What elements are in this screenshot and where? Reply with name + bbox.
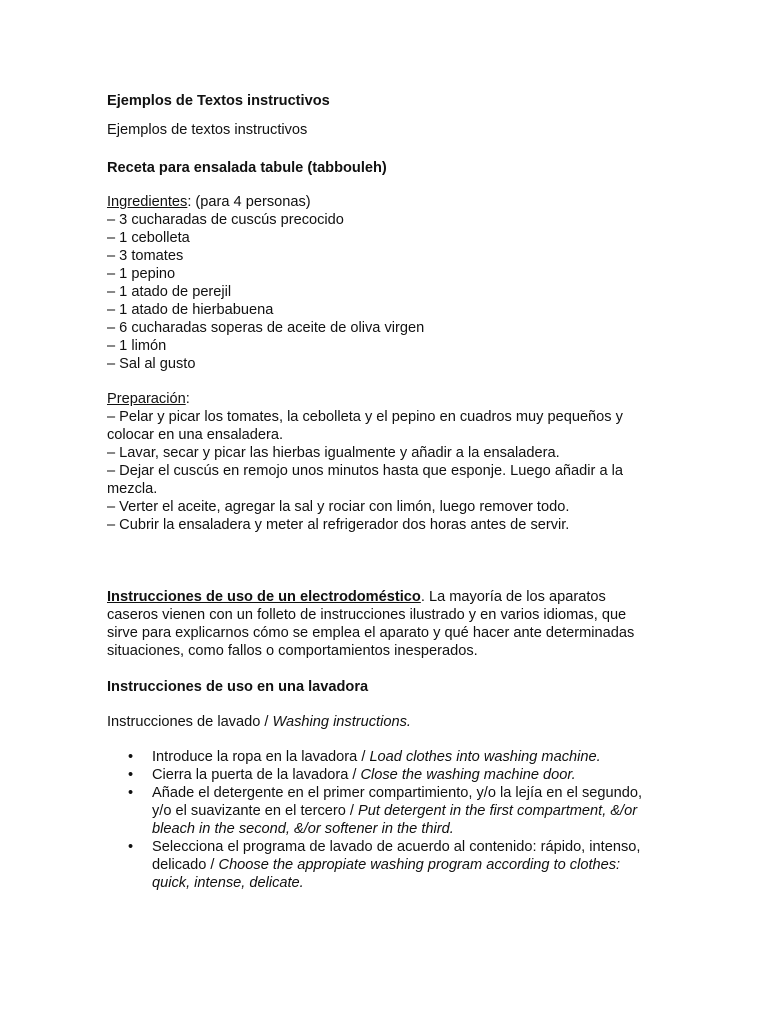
recipe-heading: Receta para ensalada tabule (tabbouleh) [107, 160, 387, 176]
preparation-step: – Cubrir la ensaladera y meter al refrigerador dos horas antes de servir. [107, 517, 570, 533]
preparation-label: Preparación [107, 391, 186, 407]
preparation-step: – Pelar y picar los tomates, la cebolleta y el pepino en cuadros muy pequeños y colocar en una ensaladera. [107, 409, 623, 443]
ingredient-item: – 6 cucharadas soperas de aceite de oliva virgen [107, 320, 425, 336]
appliance-text: . La mayoría de los aparatos caseros vienen con un folleto de instrucciones ilustrado y en varios idiomas, que sirve para explicarnos cómo se emplea el aparato y qué hacer ante determinadas situaciones, como fallos o comportamientos inesperados. [107, 589, 635, 659]
ingredients-section [107, 193, 667, 373]
preparation-step: – Dejar el cuscús en remojo unos minutos hasta que esponje. Luego añadir a la mezcla. [107, 463, 623, 497]
washer-intro: Instrucciones de lavado / Washing instructions. [107, 714, 411, 730]
ingredient-item: – 1 atado de hierbabuena [107, 302, 274, 318]
preparation-header: Preparación: [107, 391, 190, 407]
preparation-step: – Lavar, secar y picar las hierbas igualmente y añadir a la ensaladera. [107, 445, 560, 461]
list-item: • Introduce la ropa en la lavadora / Load clothes into washing machine. [107, 748, 647, 766]
appliance-paragraph [107, 588, 655, 660]
ingredient-item: – 1 atado de perejil [107, 284, 232, 300]
ingredient-item: – 3 cucharadas de cuscús precocido [107, 212, 344, 228]
ingredients-note: : (para 4 personas) [187, 194, 311, 210]
ingredient-item: – Sal al gusto [107, 356, 196, 372]
washer-heading: Instrucciones de uso en una lavadora [107, 679, 369, 695]
document-subtitle: Ejemplos de textos instructivos [107, 122, 308, 138]
washer-bullet-list [107, 748, 647, 892]
washer-instructions [107, 748, 647, 892]
preparation-section [107, 390, 647, 534]
document-title: Ejemplos de Textos instructivos [107, 93, 330, 109]
ingredient-item: – 3 tomates [107, 248, 184, 264]
washer-intro-english: Washing instructions. [272, 714, 411, 730]
ingredient-item: – 1 cebolleta [107, 230, 190, 246]
list-item: • Añade el detergente en el primer compartimiento, y/o la lejía en el segundo, y/o el suavizante en el tercero / Put detergent in the first compartment, &/or bleach in the second, &/or softener in the third. [107, 784, 647, 838]
appliance-heading: Instrucciones de uso de un electrodoméstico [107, 589, 421, 605]
list-item: • Cierra la puerta de la lavadora / Close the washing machine door. [107, 766, 647, 784]
ingredients-label: Ingredientes [107, 194, 188, 210]
ingredients-header [107, 193, 667, 211]
list-item: • Selecciona el programa de lavado de acuerdo al contenido: rápido, intenso, delicado / Choose the appropiate washing program according to clothes: quick, intense, delicate. [107, 838, 647, 892]
ingredient-item: – 1 limón [107, 338, 167, 354]
preparation-step: – Verter el aceite, agregar la sal y rociar con limón, luego remover todo. [107, 499, 570, 515]
ingredient-item: – 1 pepino [107, 266, 176, 282]
